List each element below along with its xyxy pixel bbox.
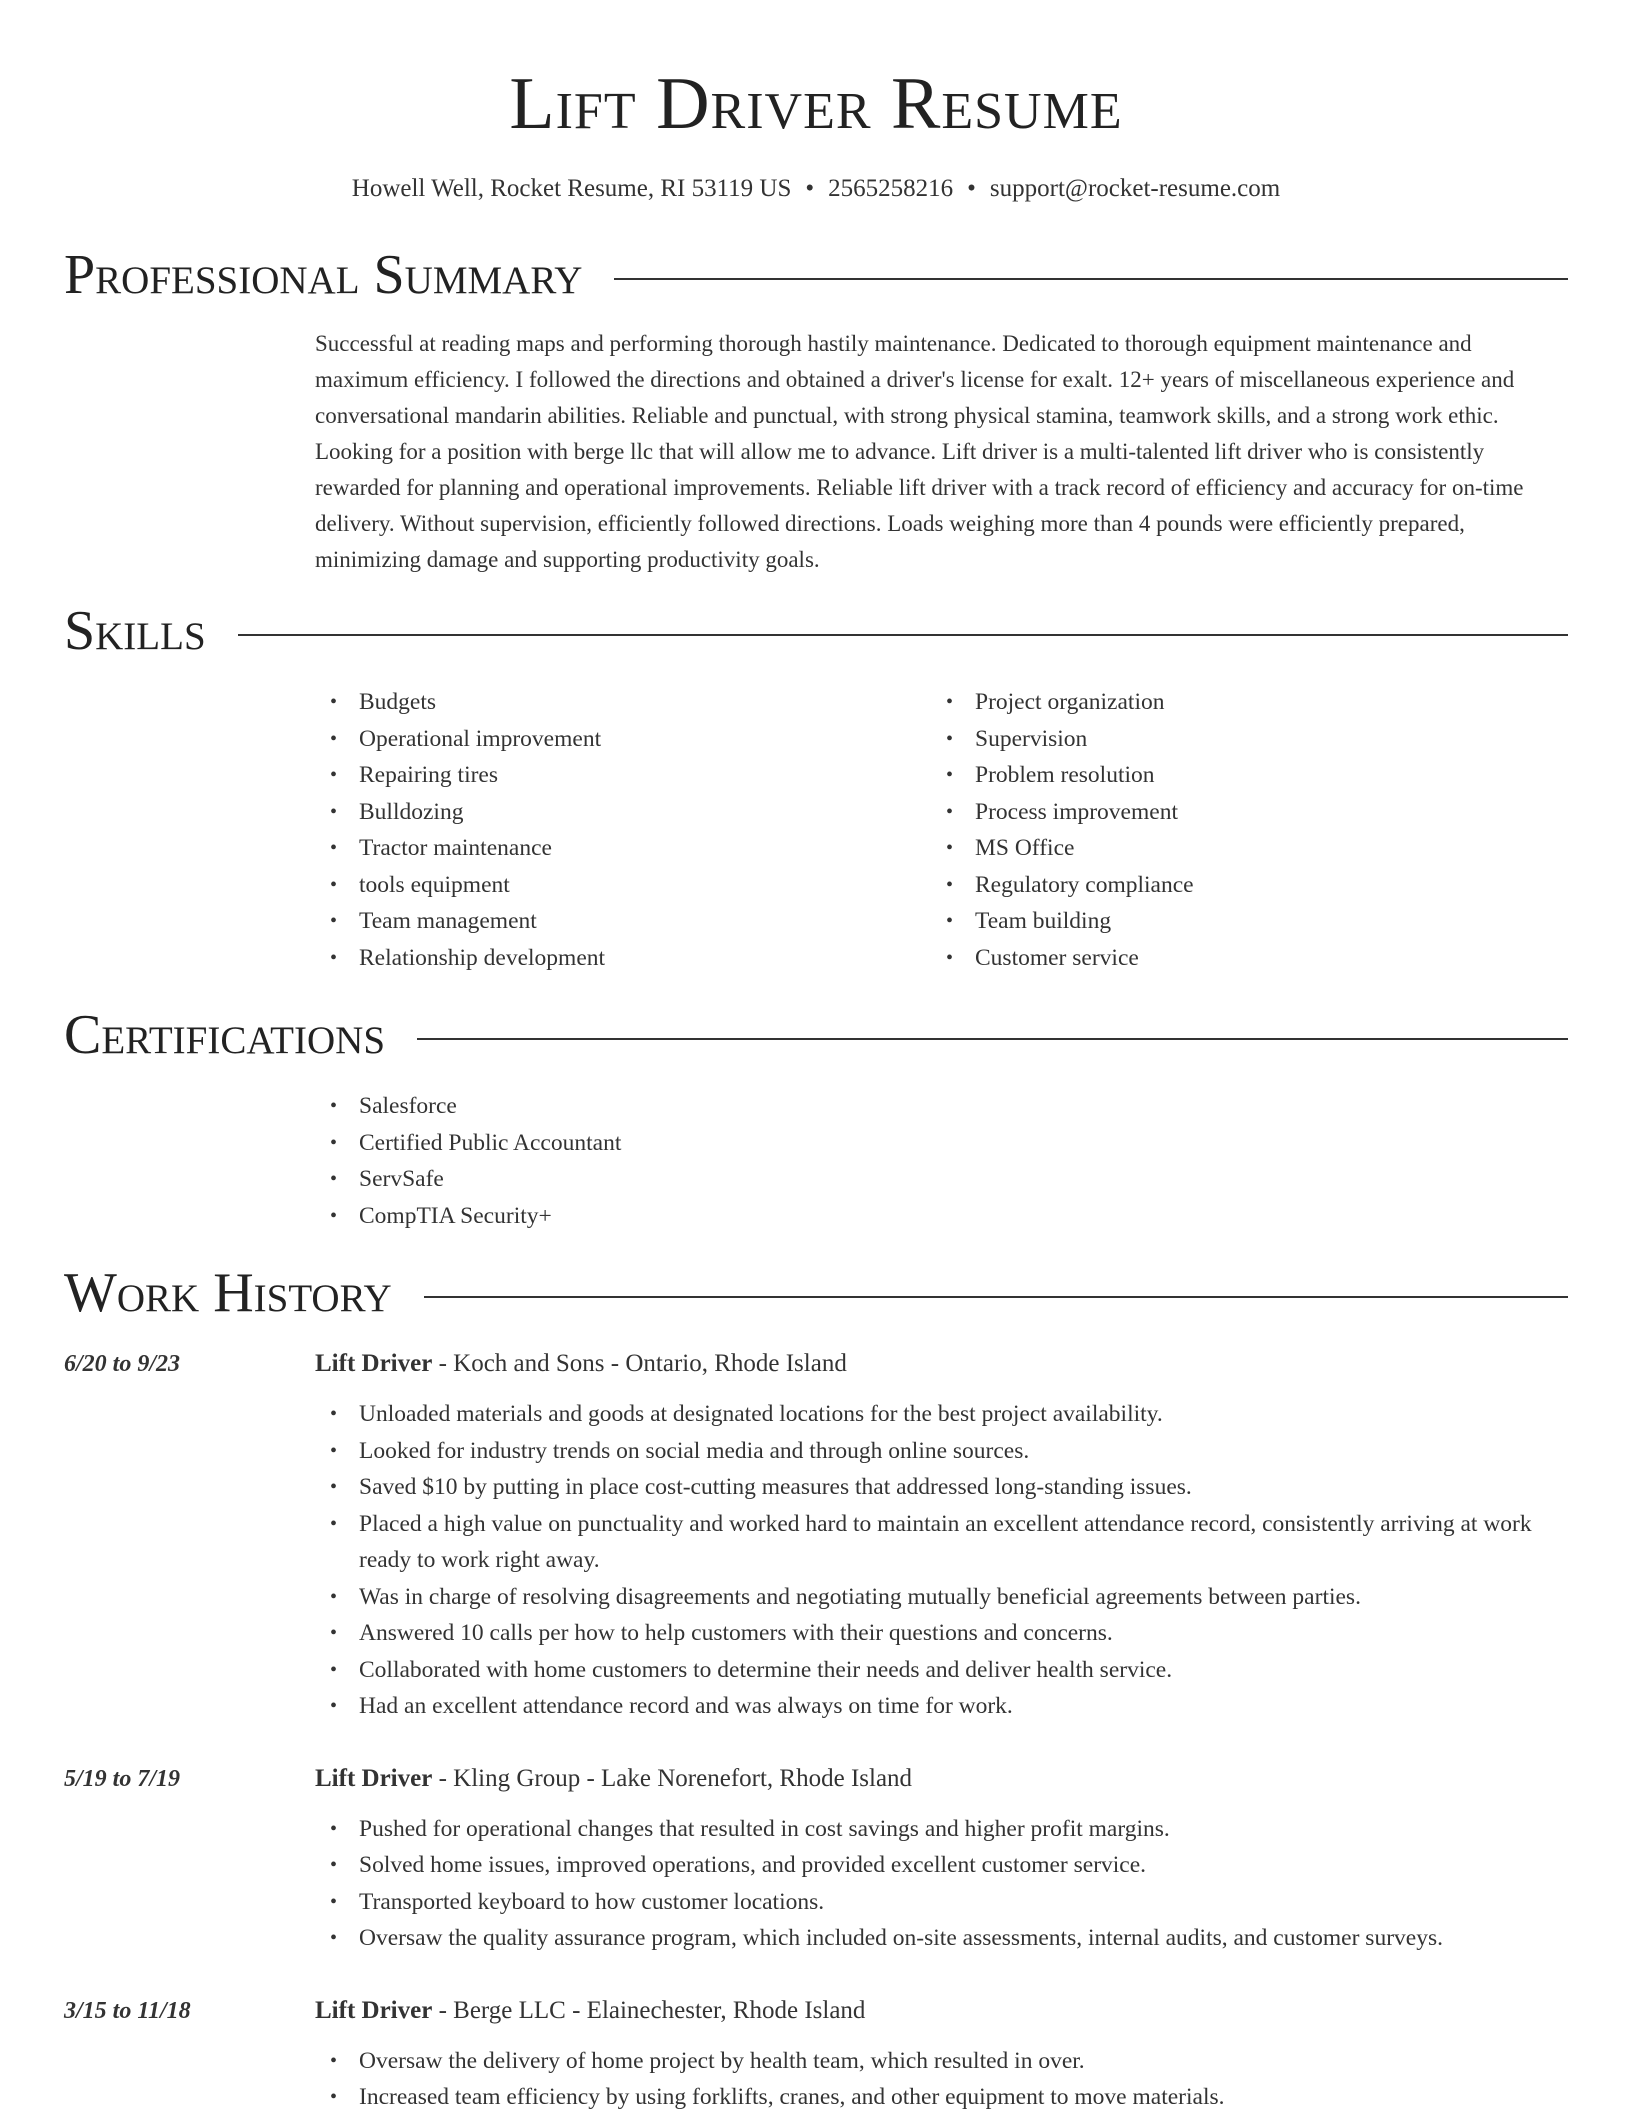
job-bullet: • Saved $10 by putting in place cost-cutting measures that addressed long-standing issues. <box>359 1469 1568 1506</box>
section-divider <box>238 634 1568 636</box>
summary-heading: Professional Summary <box>64 244 583 306</box>
job-details: - Berge LLC - Elainechester, Rhode Island <box>432 1996 866 2024</box>
job-bullet: • Collaborated with home customers to determine their needs and deliver health service. <box>359 1652 1568 1689</box>
skills-list <box>315 684 1568 976</box>
skill-item: • Problem resolution <box>975 757 1547 794</box>
job-bullet: • Unloaded materials and goods at designated locations for the best project availability. <box>359 1396 1568 1433</box>
page-title: Lift Driver Resume <box>509 63 1123 145</box>
job-heading <box>315 1995 1568 2027</box>
contact-phone: 2565258216 <box>828 175 954 202</box>
skill-item: • Relationship development <box>359 940 931 977</box>
skill-item: • Regulatory compliance <box>975 867 1547 904</box>
job-body <box>315 1348 1568 1725</box>
job-bullet: • Answered 10 calls per how to help customers with their questions and concerns. <box>359 1615 1568 1652</box>
job-bullet: • Oversaw the delivery of home project by health team, which resulted in over. <box>359 2043 1568 2080</box>
skill-item: • Tractor maintenance <box>359 830 931 867</box>
job-bullet: • Oversaw the quality assurance program, which included on-site assessments, internal audits, and customer surveys. <box>359 1920 1568 1957</box>
bullet-separator: • <box>967 175 976 202</box>
skill-item: • Team building <box>975 903 1547 940</box>
contact-email: support@rocket-resume.com <box>989 175 1281 202</box>
section-divider <box>614 278 1568 280</box>
skill-item: • Process improvement <box>975 794 1547 831</box>
summary-section-header <box>64 244 1568 306</box>
bullet-separator: • <box>805 175 815 202</box>
skills-column-left <box>315 684 931 976</box>
certification-item: • CompTIA Security+ <box>359 1198 1568 1235</box>
skill-item: • tools equipment <box>359 867 931 904</box>
certifications-heading: Certifications <box>64 1004 386 1066</box>
work-history-heading: Work History <box>64 1262 392 1324</box>
job-bullet: • Had an excellent attendance record and was always on time for work. <box>359 1688 1568 1725</box>
certification-item: • Certified Public Accountant <box>359 1125 1568 1162</box>
skills-heading: Skills <box>64 600 206 662</box>
job-dates: 6/20 to 9/23 <box>64 1351 181 1377</box>
skill-item: • Team management <box>359 903 931 940</box>
skill-item: • Operational improvement <box>359 721 931 758</box>
skills-section-header <box>64 600 1568 662</box>
job-entry <box>64 1763 1568 1957</box>
job-details: - Koch and Sons - Ontario, Rhode Island <box>432 1350 847 1377</box>
job-body <box>315 1763 1568 1957</box>
section-divider <box>424 1296 1568 1298</box>
job-dates: 5/19 to 7/19 <box>64 1765 181 1792</box>
certification-item: • ServSafe <box>359 1161 1568 1198</box>
skill-item: • Supervision <box>975 721 1547 758</box>
job-bullet: • Was in charge of resolving disagreements and negotiating mutually beneficial agreements between parties. <box>359 1579 1568 1616</box>
job-bullet: • Transported keyboard to how customer locations. <box>359 1884 1568 1921</box>
certifications-section-header <box>64 1004 1568 1066</box>
job-details: - Kling Group - Lake Norenefort, Rhode Island <box>432 1764 913 1792</box>
contact-address: Howell Well, Rocket Resume, RI 53119 US <box>351 175 792 202</box>
job-entry <box>64 1348 1568 1725</box>
job-title: Lift Driver <box>315 1350 433 1377</box>
skill-item: • Project organization <box>975 684 1547 721</box>
resume-page <box>64 0 1568 2116</box>
certification-item: • Salesforce <box>359 1088 1568 1125</box>
job-heading <box>315 1348 1568 1380</box>
certifications-list <box>315 1088 1568 1234</box>
summary-text: Successful at reading maps and performing thorough hastily maintenance. Dedicated to thorough equipment maintenance and maximum efficiency. I followed the directions and obtained a driver's license for exalt. 12+ years of miscellaneous experience and conversational mandarin abilities. Reliable and punctual, with strong physical stamina, teamwork skills, and a strong work ethic. Looking for a position with berge llc that will allow me to advance. Lift driver is a multi-talented lift driver who is consistently rewarded for planning and operational improvements. Reliable lift driver with a track record of efficiency and accuracy for on-time delivery. Without supervision, efficiently followed directions. Loads weighing more than 4 pounds were efficiently prepared, minimizing damage and supporting productivity goals. <box>315 331 1524 572</box>
job-bullet: • Placed a high value on punctuality and worked hard to maintain an excellent attendance record, consistently arriving at work ready to work right away. <box>359 1506 1568 1579</box>
skill-item: • Repairing tires <box>359 757 931 794</box>
skill-item: • Budgets <box>359 684 931 721</box>
job-title: Lift Driver <box>315 1764 433 1792</box>
skill-item: • MS Office <box>975 830 1547 867</box>
job-bullet: • Solved home issues, improved operations, and provided excellent customer service. <box>359 1847 1568 1884</box>
skill-item: • Customer service <box>975 940 1547 977</box>
job-body <box>315 1995 1568 2116</box>
skills-column-right <box>931 684 1547 976</box>
job-heading <box>315 1763 1568 1795</box>
contact-line <box>64 174 1568 204</box>
job-entry <box>64 1995 1568 2116</box>
job-bullet: • Increased team efficiency by using forklifts, cranes, and other equipment to move materials. <box>359 2079 1568 2116</box>
job-dates: 3/15 to 11/18 <box>64 1997 191 2024</box>
job-bullet: • Pushed for operational changes that resulted in cost savings and higher profit margins. <box>359 1811 1568 1848</box>
work-history-section-header <box>64 1262 1568 1324</box>
job-bullet: • Looked for industry trends on social media and through online sources. <box>359 1433 1568 1470</box>
skill-item: • Bulldozing <box>359 794 931 831</box>
job-title: Lift Driver <box>315 1996 433 2024</box>
section-divider <box>417 1038 1568 1040</box>
